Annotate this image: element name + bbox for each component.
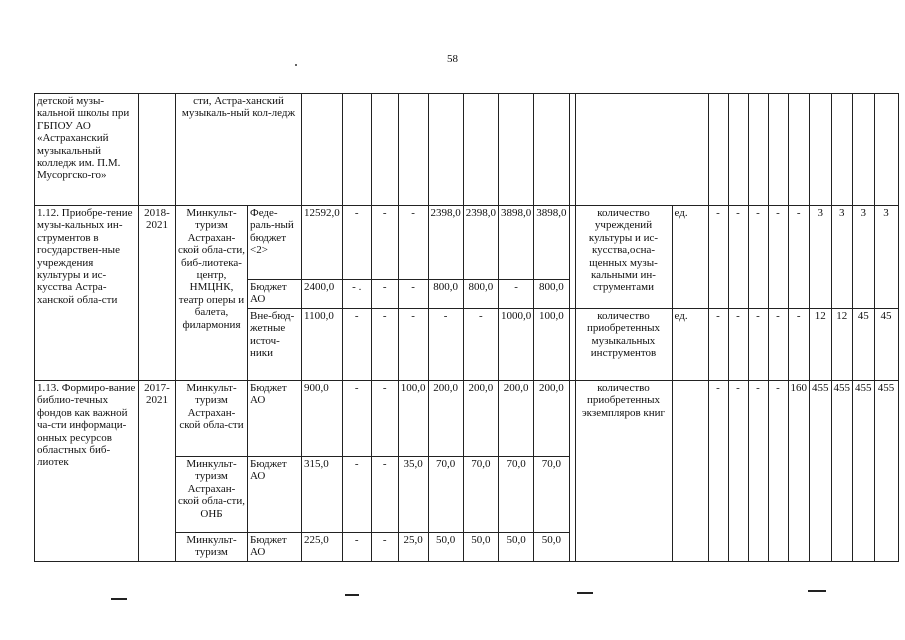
indicator-value: - (728, 206, 748, 309)
indicator-value: 160 (788, 381, 810, 562)
amount-cell: - (398, 309, 428, 381)
indicator-value: - (708, 206, 728, 309)
indicator-name: количество приобретенных экземпляров книг (575, 381, 672, 562)
executor: Минкульт-туризм (176, 533, 248, 562)
amount-cell: - (342, 457, 371, 533)
amount-cell: 3898,0 (534, 206, 569, 280)
indicator-value: 455 (810, 381, 832, 562)
scan-mark (808, 590, 826, 592)
executor: сти, Астра-ханский музыкаль-ный кол-ледж (176, 94, 302, 206)
indicator-value: - (768, 381, 788, 562)
indicator-value: 12 (831, 309, 853, 381)
amount-cell: - (499, 280, 534, 309)
indicator-value: - (768, 309, 788, 381)
years: 2017-2021 (139, 381, 176, 562)
table-row (35, 94, 899, 206)
indicator-value: - (748, 206, 768, 309)
indicator-value: - (748, 309, 768, 381)
page-number: 58 (447, 53, 458, 65)
amount-cell: 70,0 (499, 457, 534, 533)
amount-cell: 800,0 (463, 280, 498, 309)
amount-cell: 50,0 (534, 533, 569, 562)
amount-cell: 3898,0 (499, 206, 534, 280)
indicator-value: 455 (874, 381, 898, 562)
amount-cell: - (463, 309, 498, 381)
amount-cell: - (342, 206, 371, 280)
indicator-value: 3 (831, 206, 853, 309)
indicator-value: 455 (853, 381, 875, 562)
amount-cell: 900,0 (302, 381, 343, 457)
amount-cell: - (371, 457, 398, 533)
indicator-value: - (788, 309, 810, 381)
funding-source: Феде-раль-ный бюджет <2> (248, 206, 302, 280)
amount-cell: 70,0 (428, 457, 463, 533)
table-row (35, 206, 899, 280)
funding-source: Бюджет АО (248, 533, 302, 562)
indicator-value: - (728, 309, 748, 381)
table-row (35, 381, 899, 457)
measure-name: 1.13. Формиро-вание библио-течных фондов как важной ча-сти информаци-онных ресурсов областных биб-лиотек (35, 381, 139, 562)
amount-cell: 200,0 (463, 381, 498, 457)
executor: Минкульт-туризм Астрахан-ской обла-сти (176, 381, 248, 457)
years: 2018-2021 (139, 206, 176, 381)
amount-cell: 35,0 (398, 457, 428, 533)
amount-cell: - (398, 280, 428, 309)
amount-cell: 50,0 (463, 533, 498, 562)
scan-mark (577, 592, 593, 594)
amount-cell: - (371, 533, 398, 562)
program-table (34, 93, 899, 562)
measure-name: детской музы-кальной школы при ГБПОУ АО «Астраханский музыкальный колледж им. П.М. Мусоргско-го» (35, 94, 139, 206)
funding-source: Бюджет АО (248, 457, 302, 533)
indicator-value: 45 (874, 309, 898, 381)
indicator-value: - (768, 206, 788, 309)
amount-cell: 2398,0 (428, 206, 463, 280)
amount-cell: - (371, 309, 398, 381)
indicator-value: 12 (810, 309, 832, 381)
indicator-value: 3 (853, 206, 875, 309)
amount-cell: - (342, 381, 371, 457)
indicator-value: - (728, 381, 748, 562)
indicator-name: количество приобретенных музыкальных инструментов (575, 309, 672, 381)
amount-cell: 1000,0 (499, 309, 534, 381)
scan-mark (345, 594, 359, 596)
amount-cell: 225,0 (302, 533, 343, 562)
amount-cell: 70,0 (534, 457, 569, 533)
amount-cell: - (371, 280, 398, 309)
measure-name: 1.12. Приобре-тение музы-кальных ин-струментов в государствен-ные учреждения культуры и ис-кусства Астра-ханской обла-сти (35, 206, 139, 381)
amount-cell: 25,0 (398, 533, 428, 562)
amount-cell: - (342, 533, 371, 562)
amount-cell: 1100,0 (302, 309, 343, 381)
amount-cell: 2398,0 (463, 206, 498, 280)
amount-cell: - (371, 206, 398, 280)
indicator-value: 45 (853, 309, 875, 381)
amount-cell: 800,0 (534, 280, 569, 309)
amount-cell: 100,0 (534, 309, 569, 381)
amount-cell: - (428, 309, 463, 381)
amount-cell: 200,0 (428, 381, 463, 457)
amount-cell: 70,0 (463, 457, 498, 533)
indicator-value: 3 (874, 206, 898, 309)
indicator-value: 455 (831, 381, 853, 562)
amount-cell: 12592,0 (302, 206, 343, 280)
amount-cell: 2400,0 (302, 280, 343, 309)
amount-cell: - (371, 381, 398, 457)
unit: ед. (672, 309, 708, 381)
funding-source: Бюджет АО (248, 381, 302, 457)
indicator-value: - (708, 309, 728, 381)
amount-cell: 100,0 (398, 381, 428, 457)
indicator-value: 3 (810, 206, 832, 309)
amount-cell: 200,0 (499, 381, 534, 457)
amount-cell: - (342, 309, 371, 381)
amount-cell: 800,0 (428, 280, 463, 309)
amount-cell: 315,0 (302, 457, 343, 533)
amount-cell: 50,0 (428, 533, 463, 562)
executor: Минкульт-туризм Астрахан-ской обла-сти, ОНБ (176, 457, 248, 533)
funding-source: Вне-бюд-жетные источ-ники (248, 309, 302, 381)
amount-cell: 200,0 (534, 381, 569, 457)
indicator-value: - (788, 206, 810, 309)
amount-cell: 50,0 (499, 533, 534, 562)
amount-cell: - (398, 206, 428, 280)
scan-mark (111, 598, 127, 600)
unit: ед. (672, 206, 708, 309)
amount-cell: - . (342, 280, 371, 309)
indicator-name: количество учреждений культуры и ис-кусства,осна-щенных музы-кальными ин-струментами (575, 206, 672, 309)
indicator-value: - (708, 381, 728, 562)
scan-speck (295, 64, 297, 66)
funding-source: Бюджет АО (248, 280, 302, 309)
indicator-value: - (748, 381, 768, 562)
executor: Минкульт-туризм Астрахан-ской обла-сти, биб-лиотека-центр, НМЦНК, театр оперы и балета, филармония (176, 206, 248, 381)
